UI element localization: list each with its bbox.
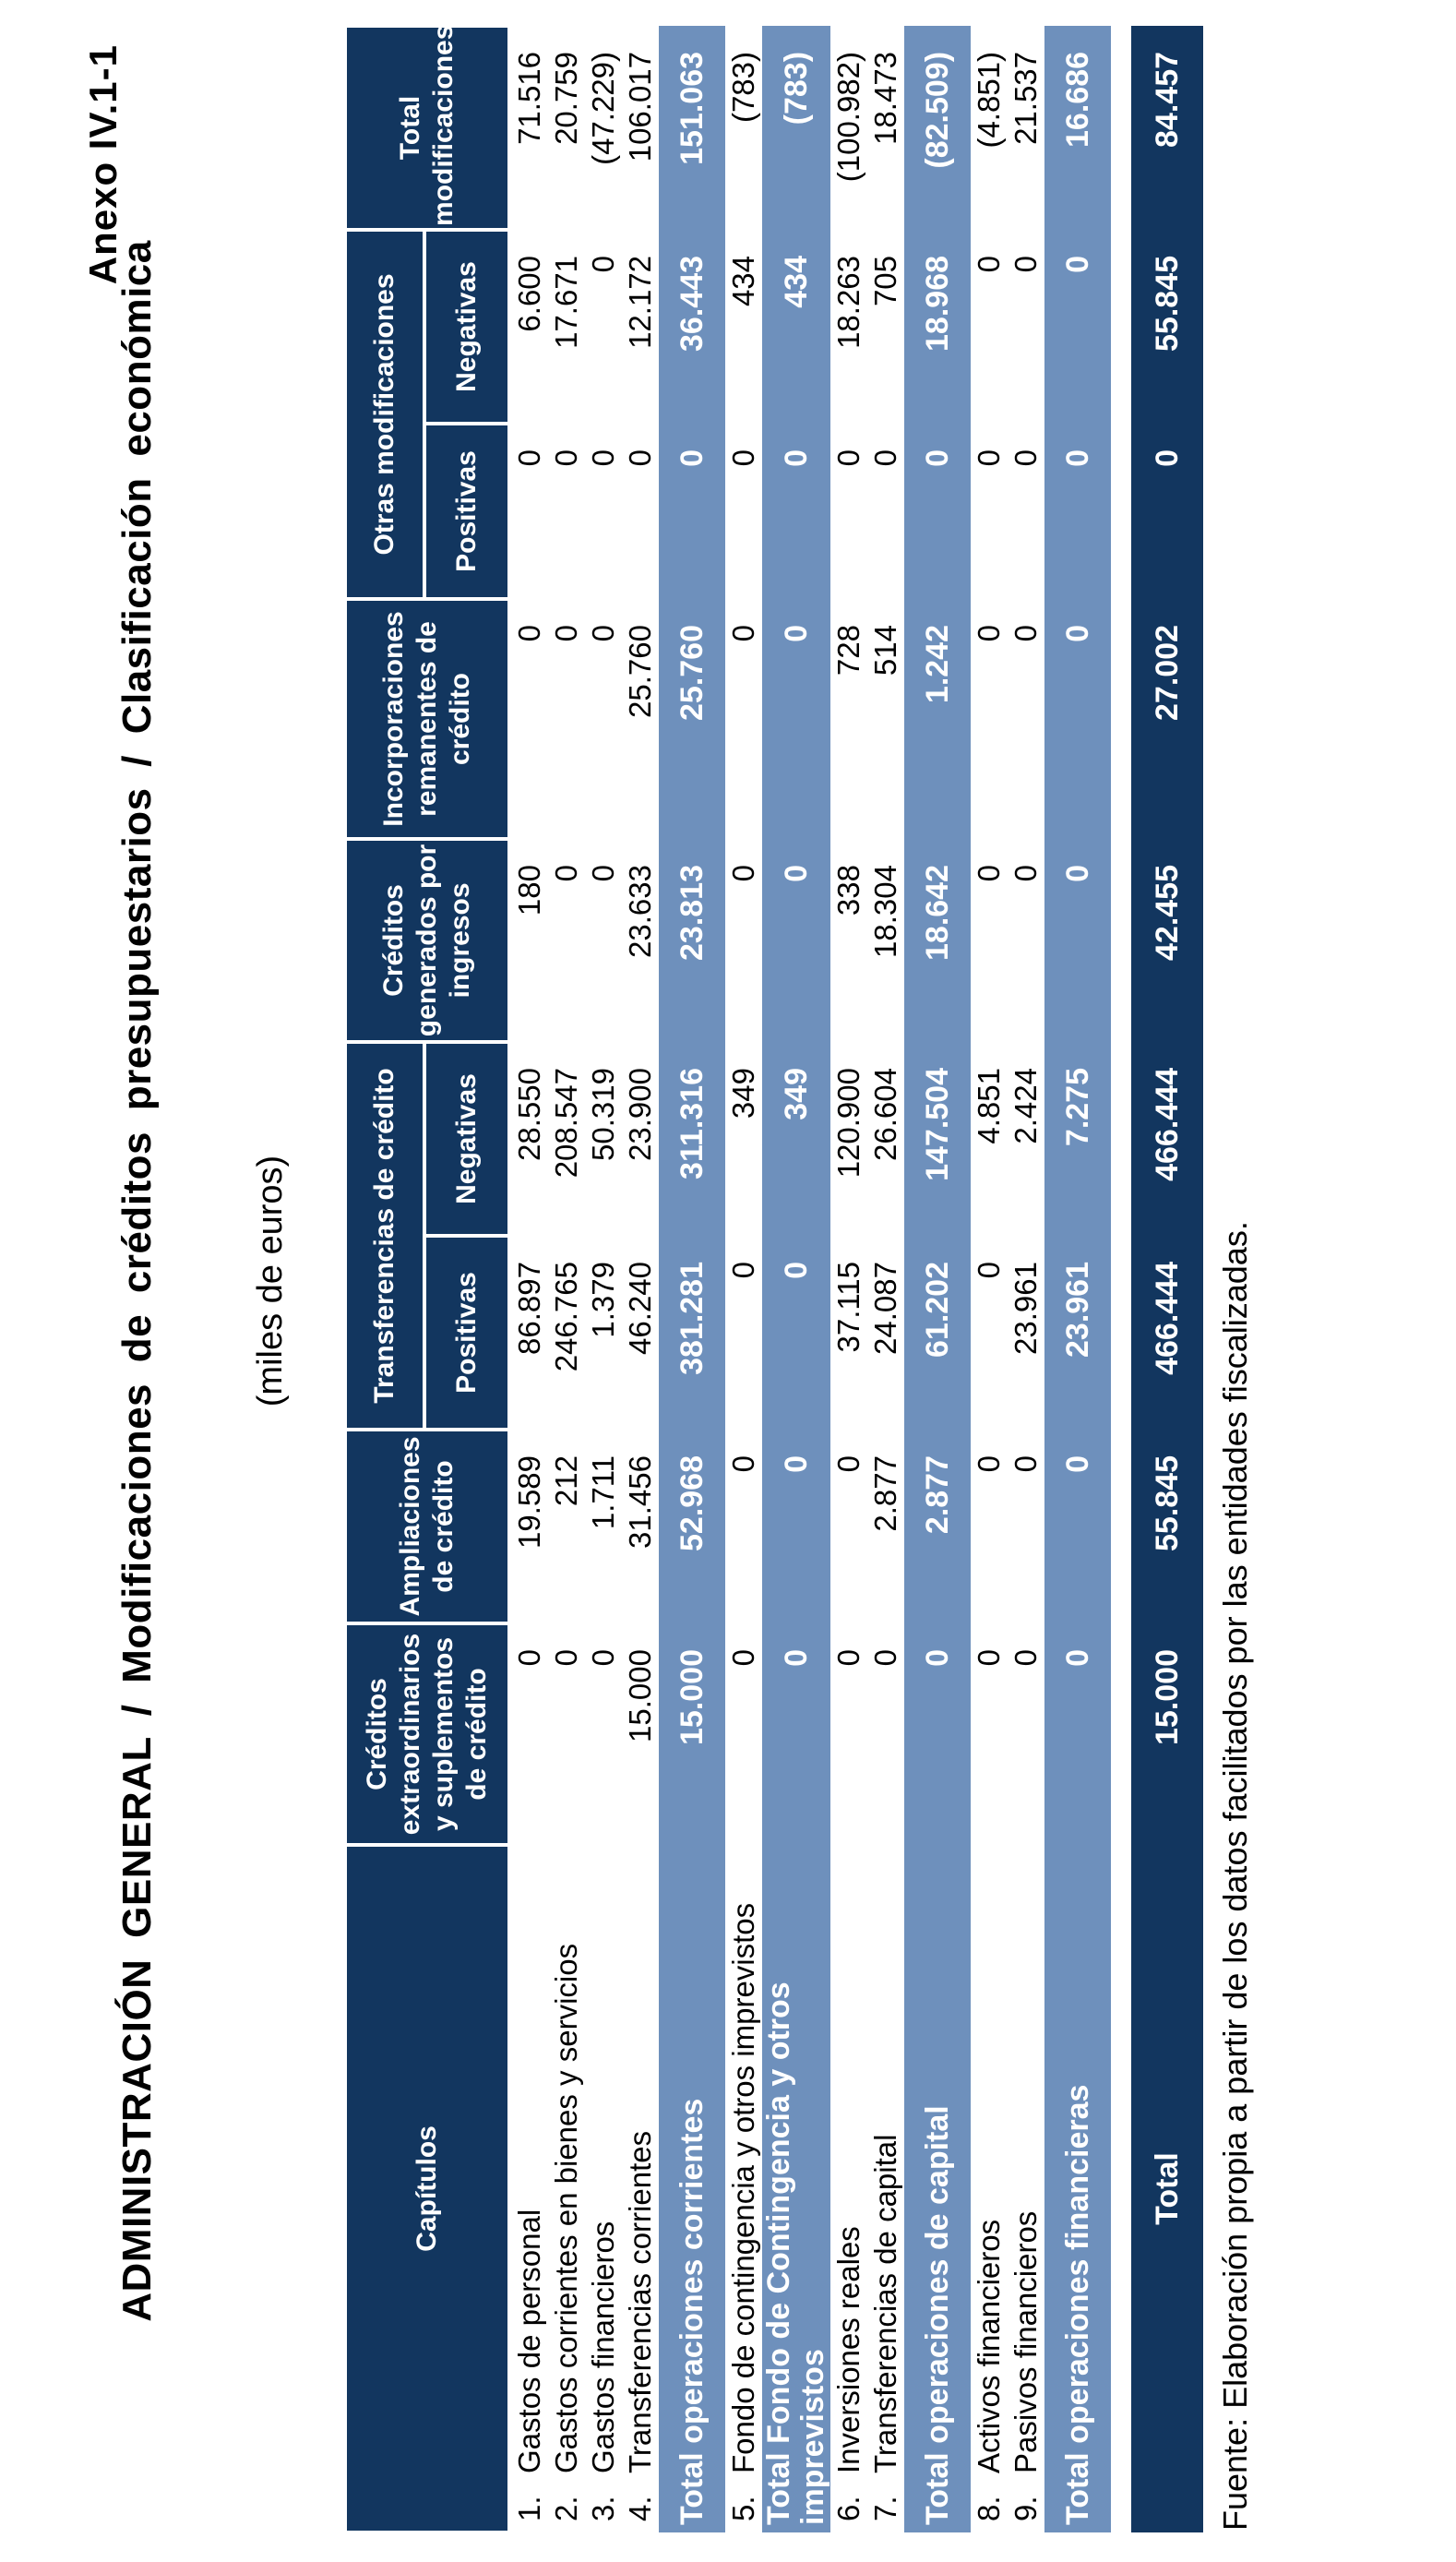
page-subtitle: (miles de euros): [251, 1155, 290, 1407]
value-cell: 23.961: [1008, 1236, 1044, 1430]
row-label: [548, 1845, 585, 2532]
value-cell: 0: [548, 599, 585, 839]
value-cell: 15.000: [659, 1623, 725, 1845]
value-cell: 7.275: [1044, 1042, 1111, 1236]
value-cell: 0: [1044, 1623, 1111, 1845]
value-cell: 0: [1044, 230, 1111, 424]
col-header-creditos-extraordinarios: Créditos extraordinarios y suplementos de crédito: [345, 1623, 509, 1845]
value-cell: 1.242: [904, 599, 971, 839]
value-cell: 0: [867, 424, 904, 599]
value-cell: 0: [971, 230, 1008, 424]
value-cell: 52.968: [659, 1430, 725, 1623]
row-number: 6.: [831, 2496, 865, 2521]
value-cell: (47.229): [585, 26, 622, 230]
value-cell: 16.686: [1044, 26, 1111, 230]
value-cell: 0: [971, 1623, 1008, 1845]
value-cell: 0: [762, 1236, 830, 1430]
value-cell: 0: [867, 1623, 904, 1845]
credits-table: [343, 24, 1203, 2534]
row-number: 9.: [1008, 2496, 1043, 2521]
value-cell: 0: [548, 839, 585, 1042]
table-row: [1008, 26, 1044, 2532]
value-cell: 0: [585, 839, 622, 1042]
col-header-otras-negativas: Negativas: [424, 230, 509, 424]
value-cell: 2.424: [1008, 1042, 1044, 1236]
row-label: [867, 1845, 904, 2532]
value-cell: 25.760: [622, 599, 659, 839]
value-cell: (82.509): [904, 26, 971, 230]
page-title: ADMINISTRACIÓN GENERAL / Modificaciones de créditos presupuestarios / Clasificación económica: [114, 240, 160, 2322]
value-cell: 434: [762, 230, 830, 424]
value-cell: 0: [904, 1623, 971, 1845]
value-cell: 0: [659, 424, 725, 599]
value-cell: 0: [725, 1236, 762, 1430]
value-cell: 25.760: [659, 599, 725, 839]
value-cell: 0: [585, 1623, 622, 1845]
row-label: Total operaciones de capital: [904, 1845, 971, 2532]
value-cell: 120.900: [830, 1042, 867, 1236]
table-row: [1044, 26, 1111, 2532]
value-cell: 23.813: [659, 839, 725, 1042]
value-cell: 0: [1044, 599, 1111, 839]
row-number: 3.: [586, 2496, 620, 2521]
row-label-text: Gastos financieros: [586, 2221, 620, 2473]
row-label-text: Transferencias corrientes: [623, 2130, 657, 2473]
table-row: [762, 26, 830, 2532]
value-cell: 0: [971, 424, 1008, 599]
table-body: [509, 26, 1203, 2532]
value-cell: 15.000: [1131, 1623, 1203, 1845]
value-cell: 0: [971, 599, 1008, 839]
value-cell: 0: [1131, 424, 1203, 599]
row-number: 5.: [726, 2496, 760, 2521]
row-label: Total operaciones corrientes: [659, 1845, 725, 2532]
row-number: 2.: [549, 2496, 583, 2521]
value-cell: (4.851): [971, 26, 1008, 230]
value-cell: 212: [548, 1430, 585, 1623]
value-cell: 311.316: [659, 1042, 725, 1236]
value-cell: 36.443: [659, 230, 725, 424]
value-cell: 0: [971, 839, 1008, 1042]
value-cell: 23.633: [622, 839, 659, 1042]
value-cell: 0: [585, 599, 622, 839]
value-cell: 0: [830, 1430, 867, 1623]
value-cell: 17.671: [548, 230, 585, 424]
value-cell: 6.600: [509, 230, 548, 424]
value-cell: 31.456: [622, 1430, 659, 1623]
value-cell: 0: [1044, 839, 1111, 1042]
value-cell: 0: [971, 1236, 1008, 1430]
value-cell: 246.765: [548, 1236, 585, 1430]
value-cell: 0: [509, 1623, 548, 1845]
value-cell: 0: [762, 839, 830, 1042]
col-header-incorporaciones: Incorporaciones remanentes de crédito: [345, 599, 509, 839]
value-cell: 84.457: [1131, 26, 1203, 230]
value-cell: 18.263: [830, 230, 867, 424]
value-cell: 349: [762, 1042, 830, 1236]
value-cell: 0: [1008, 424, 1044, 599]
value-cell: 0: [548, 424, 585, 599]
value-cell: 728: [830, 599, 867, 839]
value-cell: 0: [762, 424, 830, 599]
value-cell: 0: [622, 424, 659, 599]
table-row: [585, 26, 622, 2532]
value-cell: 0: [1044, 424, 1111, 599]
value-cell: 46.240: [622, 1236, 659, 1430]
value-cell: 0: [509, 424, 548, 599]
value-cell: 0: [904, 424, 971, 599]
row-label: [1008, 1845, 1044, 2532]
row-label-text: Gastos corrientes en bienes y servicios: [549, 1943, 583, 2473]
row-label-text: Pasivos financieros: [1008, 2210, 1043, 2473]
table-row: [622, 26, 659, 2532]
annex-label: Anexo IV.1-1: [81, 44, 125, 285]
value-cell: 0: [548, 1623, 585, 1845]
value-cell: 147.504: [904, 1042, 971, 1236]
value-cell: (100.982): [830, 26, 867, 230]
value-cell: 18.968: [904, 230, 971, 424]
value-cell: 50.319: [585, 1042, 622, 1236]
row-label: Total operaciones financieras: [1044, 1845, 1111, 2532]
table-row: [1131, 26, 1203, 2532]
col-header-transferencias-positivas: Positivas: [424, 1236, 509, 1430]
row-label-text: Gastos de personal: [512, 2209, 546, 2473]
value-cell: 12.172: [622, 230, 659, 424]
value-cell: 466.444: [1131, 1236, 1203, 1430]
row-label: [509, 1845, 548, 2532]
value-cell: 514: [867, 599, 904, 839]
value-cell: 23.900: [622, 1042, 659, 1236]
value-cell: 180: [509, 839, 548, 1042]
value-cell: 0: [1008, 599, 1044, 839]
value-cell: 2.877: [904, 1430, 971, 1623]
value-cell: 0: [585, 424, 622, 599]
value-cell: 208.547: [548, 1042, 585, 1236]
row-label: [725, 1845, 762, 2532]
value-cell: 466.444: [1131, 1042, 1203, 1236]
value-cell: 0: [762, 1430, 830, 1623]
col-header-transferencias: Transferencias de crédito: [345, 1042, 424, 1430]
value-cell: (783): [762, 26, 830, 230]
value-cell: 0: [762, 1623, 830, 1845]
row-label: [830, 1845, 867, 2532]
row-label-text: Inversiones reales: [831, 2226, 865, 2473]
table-header: [345, 26, 509, 2532]
value-cell: 21.537: [1008, 26, 1044, 230]
value-cell: 55.845: [1131, 230, 1203, 424]
value-cell: 0: [725, 599, 762, 839]
col-header-capitulos: Capítulos: [345, 1845, 509, 2532]
col-header-ampliaciones: Ampliaciones de crédito: [345, 1430, 509, 1623]
value-cell: 0: [971, 1430, 1008, 1623]
row-number: 7.: [868, 2496, 902, 2521]
value-cell: 23.961: [1044, 1236, 1111, 1430]
footer-source: Fuente: Elaboración propia a partir de los datos facilitados por las entidades fiscalizadas.: [1216, 1221, 1254, 2531]
value-cell: 24.087: [867, 1236, 904, 1430]
row-number: 4.: [623, 2496, 657, 2521]
col-header-creditos-generados: Créditos generados por ingresos: [345, 839, 509, 1042]
value-cell: 26.604: [867, 1042, 904, 1236]
value-cell: 0: [1008, 230, 1044, 424]
value-cell: 0: [830, 1623, 867, 1845]
col-header-otras-positivas: Positivas: [424, 424, 509, 599]
row-label: Total: [1131, 1845, 1203, 2532]
value-cell: 28.550: [509, 1042, 548, 1236]
table-row: [1111, 26, 1131, 2532]
row-label-text: Activos financieros: [972, 2219, 1006, 2473]
value-cell: 15.000: [622, 1623, 659, 1845]
value-cell: 20.759: [548, 26, 585, 230]
value-cell: 0: [509, 599, 548, 839]
value-cell: 1.711: [585, 1430, 622, 1623]
col-header-total-modificaciones: Total modificaciones: [345, 26, 509, 230]
value-cell: 42.455: [1131, 839, 1203, 1042]
value-cell: 0: [725, 424, 762, 599]
value-cell: 0: [725, 839, 762, 1042]
value-cell: 27.002: [1131, 599, 1203, 839]
row-label: Total Fondo de Contingencia y otros imprevistos: [762, 1845, 830, 2532]
row-label: [622, 1845, 659, 2532]
row-label: [971, 1845, 1008, 2532]
value-cell: 1.379: [585, 1236, 622, 1430]
value-cell: 86.897: [509, 1236, 548, 1430]
table-row: [867, 26, 904, 2532]
value-cell: 151.063: [659, 26, 725, 230]
table-row: [725, 26, 762, 2532]
row-label-text: Fondo de contingencia y otros imprevistos: [726, 1902, 760, 2473]
value-cell: 0: [1008, 839, 1044, 1042]
col-header-otras-modificaciones: Otras modificaciones: [345, 230, 424, 599]
table-row: [971, 26, 1008, 2532]
row-label: [1111, 26, 1131, 2532]
value-cell: 381.281: [659, 1236, 725, 1430]
row-number: 8.: [972, 2496, 1006, 2521]
value-cell: 0: [725, 1623, 762, 1845]
value-cell: 0: [1008, 1623, 1044, 1845]
table-row: [509, 26, 548, 2532]
value-cell: 4.851: [971, 1042, 1008, 1236]
value-cell: 55.845: [1131, 1430, 1203, 1623]
value-cell: 18.473: [867, 26, 904, 230]
value-cell: 19.589: [509, 1430, 548, 1623]
value-cell: 705: [867, 230, 904, 424]
table-row: [659, 26, 725, 2532]
col-header-transferencias-negativas: Negativas: [424, 1042, 509, 1236]
value-cell: 0: [1044, 1430, 1111, 1623]
value-cell: 0: [725, 1430, 762, 1623]
value-cell: 71.516: [509, 26, 548, 230]
value-cell: 434: [725, 230, 762, 424]
value-cell: 0: [1008, 1430, 1044, 1623]
value-cell: 18.642: [904, 839, 971, 1042]
value-cell: 2.877: [867, 1430, 904, 1623]
row-label: [585, 1845, 622, 2532]
value-cell: 61.202: [904, 1236, 971, 1430]
value-cell: 37.115: [830, 1236, 867, 1430]
value-cell: 0: [762, 599, 830, 839]
value-cell: 349: [725, 1042, 762, 1236]
value-cell: 338: [830, 839, 867, 1042]
table-row: [830, 26, 867, 2532]
value-cell: 18.304: [867, 839, 904, 1042]
row-label-text: Transferencias de capital: [868, 2134, 902, 2473]
table-row: [548, 26, 585, 2532]
value-cell: (783): [725, 26, 762, 230]
table-row: [904, 26, 971, 2532]
value-cell: 0: [585, 230, 622, 424]
value-cell: 0: [830, 424, 867, 599]
value-cell: 106.017: [622, 26, 659, 230]
row-number: 1.: [512, 2496, 546, 2521]
